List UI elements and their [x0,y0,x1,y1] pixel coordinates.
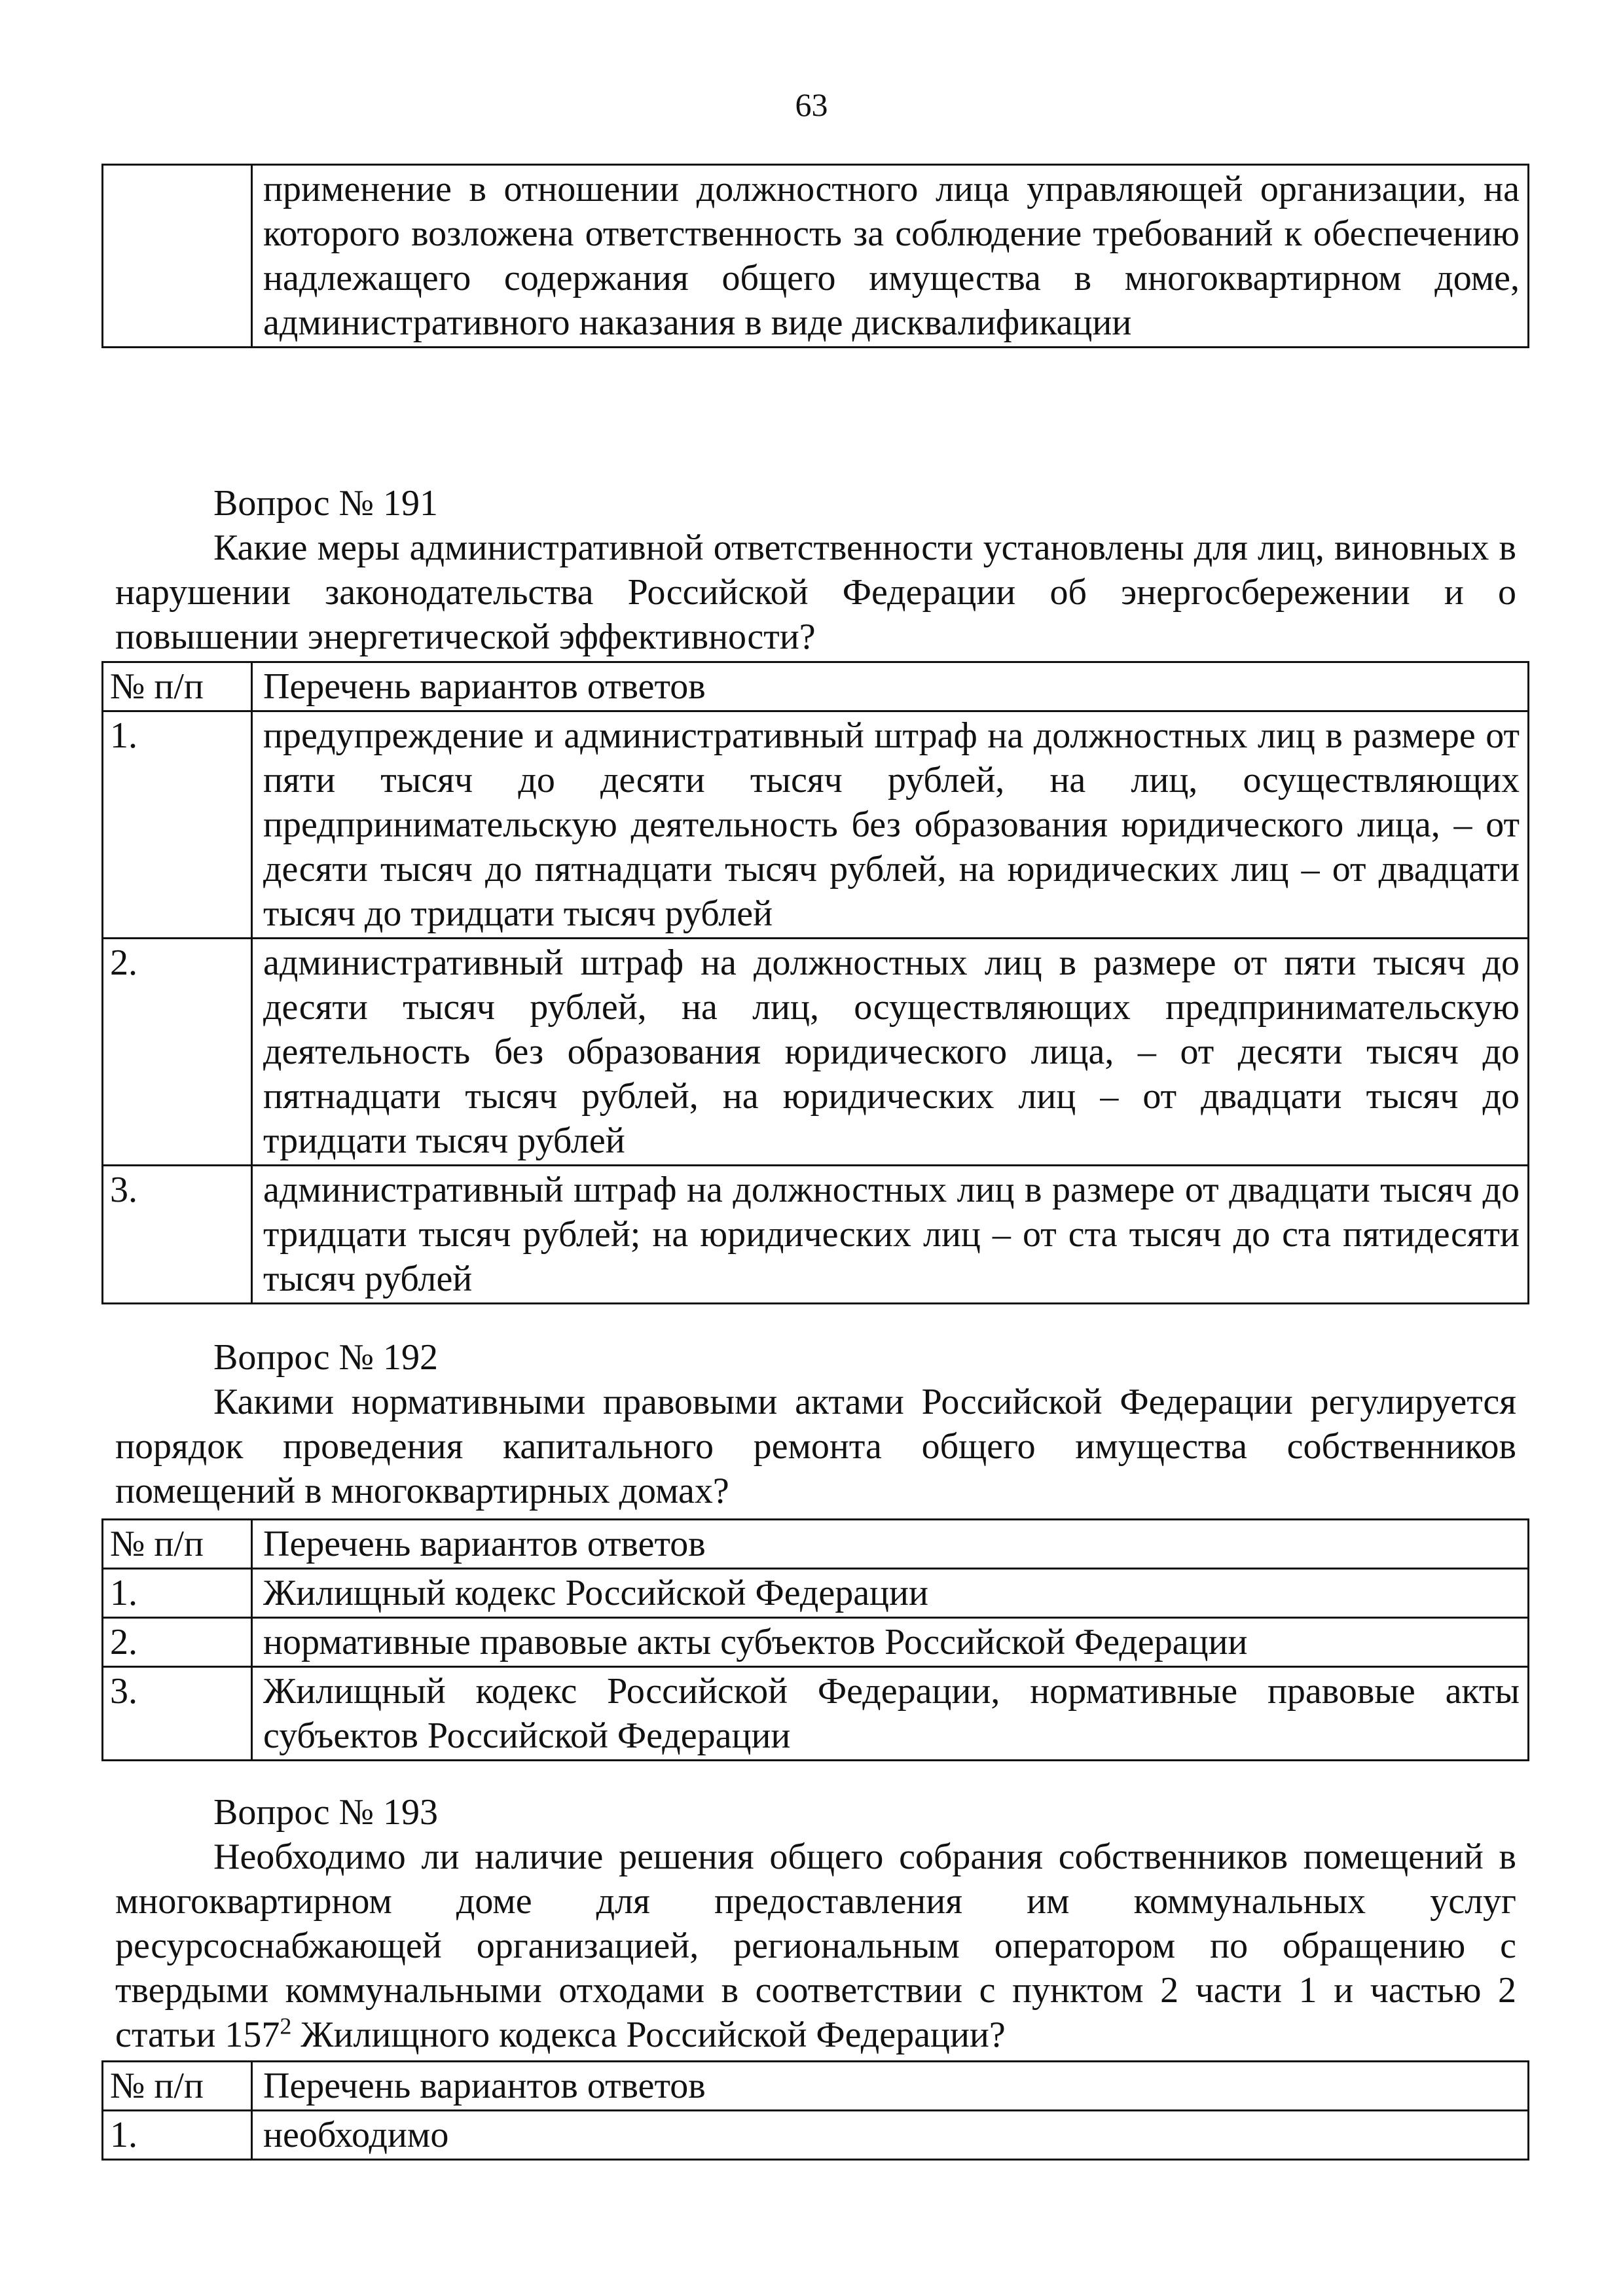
table-header-row [103,2062,1529,2111]
answers-table-193 [101,2060,1529,2161]
answer-text: Жилищный кодекс Российской Федерации [252,1569,1529,1618]
page-number: 63 [795,86,828,123]
answers-table-192 [101,1518,1529,1761]
table-row [103,1618,1529,1667]
table-row [103,711,1529,939]
question-title: Вопрос № 192 [213,1337,438,1378]
answer-num: 1. [103,1569,252,1618]
answer-text: административный штраф на должностных лиц в размере от двадцати тысяч до тридцати тысяч рублей; на юридических лиц – от ста тысяч до ста пятидесяти тысяч рублей [252,1166,1529,1304]
question-192 [115,1335,1516,1513]
header-num: № п/п [103,662,252,711]
table-row [103,1569,1529,1618]
question-text-end: Жилищного кодекса Российской Федерации? [291,2015,1006,2055]
table-row [103,939,1529,1166]
answer-text: необходимо [252,2111,1529,2160]
answer-text: нормативные правовые акты субъектов Российской Федерации [252,1618,1529,1667]
answer-text: Жилищный кодекс Российской Федерации, нормативные правовые акты субъектов Российской Федерации [252,1667,1529,1761]
continuation-table [101,164,1529,348]
table-row [103,2111,1529,2160]
question-text: Какие меры административной ответственности установлены для лиц, виновных в нарушении законодательства Российской Федерации об энергосбережении и о повышении энергетической эффективности? [115,528,1516,657]
answer-num: 3. [103,1166,252,1304]
answer-num: 3. [103,1667,252,1761]
header-num: № п/п [103,2062,252,2111]
question-title: Вопрос № 191 [213,483,438,524]
header-num: № п/п [103,1520,252,1569]
question-191 [115,481,1516,659]
header-label: Перечень вариантов ответов [252,1520,1529,1569]
answer-num: 1. [103,2111,252,2160]
question-text-main: Необходимо ли наличие решения общего собрания собственников помещений в многоквартирном доме для предоставления им коммунальных услуг ресурсоснабжающей организацией, региональным оператором по обращению с твердыми коммунальными отходами в соответствии с пунктом 2 части 1 и частью 2 статьи 157 [115,1837,1516,2055]
header-label: Перечень вариантов ответов [252,662,1529,711]
question-title: Вопрос № 193 [213,1792,438,1833]
header-label: Перечень вариантов ответов [252,2062,1529,2111]
answer-num: 2. [103,1618,252,1667]
question-193 [115,1790,1516,2057]
answers-table-191 [101,661,1529,1304]
table-row [103,1166,1529,1304]
question-text: Какими нормативными правовыми актами Российской Федерации регулируется порядок проведения капитального ремонта общего имущества собственников помещений в многоквартирных домах? [115,1382,1516,1511]
table-row [103,165,1529,348]
answer-text: предупреждение и административный штраф на должностных лиц в размере от пяти тысяч до десяти тысяч рублей, на лиц, осуществляющих предпринимательскую деятельность без образования юридического лица, – от десяти тысяч до пятнадцати тысяч рублей, на юридических лиц – от двадцати тысяч до тридцати тысяч рублей [252,711,1529,939]
answer-num: 1. [103,711,252,939]
table-header-row [103,662,1529,711]
question-text [115,1835,1516,2057]
table-cell-answer: применение в отношении должностного лица управляющей организации, на которого возложена ответственность за соблюдение требований к обеспечению надлежащего содержания общего имущества в многоквартирном доме, административного наказания в виде дисквалификации [252,165,1529,348]
superscript: 2 [280,2013,292,2039]
table-cell-num [103,165,252,348]
table-row [103,1667,1529,1761]
table-header-row [103,1520,1529,1569]
answer-num: 2. [103,939,252,1166]
answer-text: административный штраф на должностных лиц в размере от пяти тысяч до десяти тысяч рублей, на лиц, осуществляющих предпринимательскую деятельность без образования юридического лица, – от десяти тысяч до пятнадцати тысяч рублей, на юридических лиц – от двадцати тысяч до тридцати тысяч рублей [252,939,1529,1166]
